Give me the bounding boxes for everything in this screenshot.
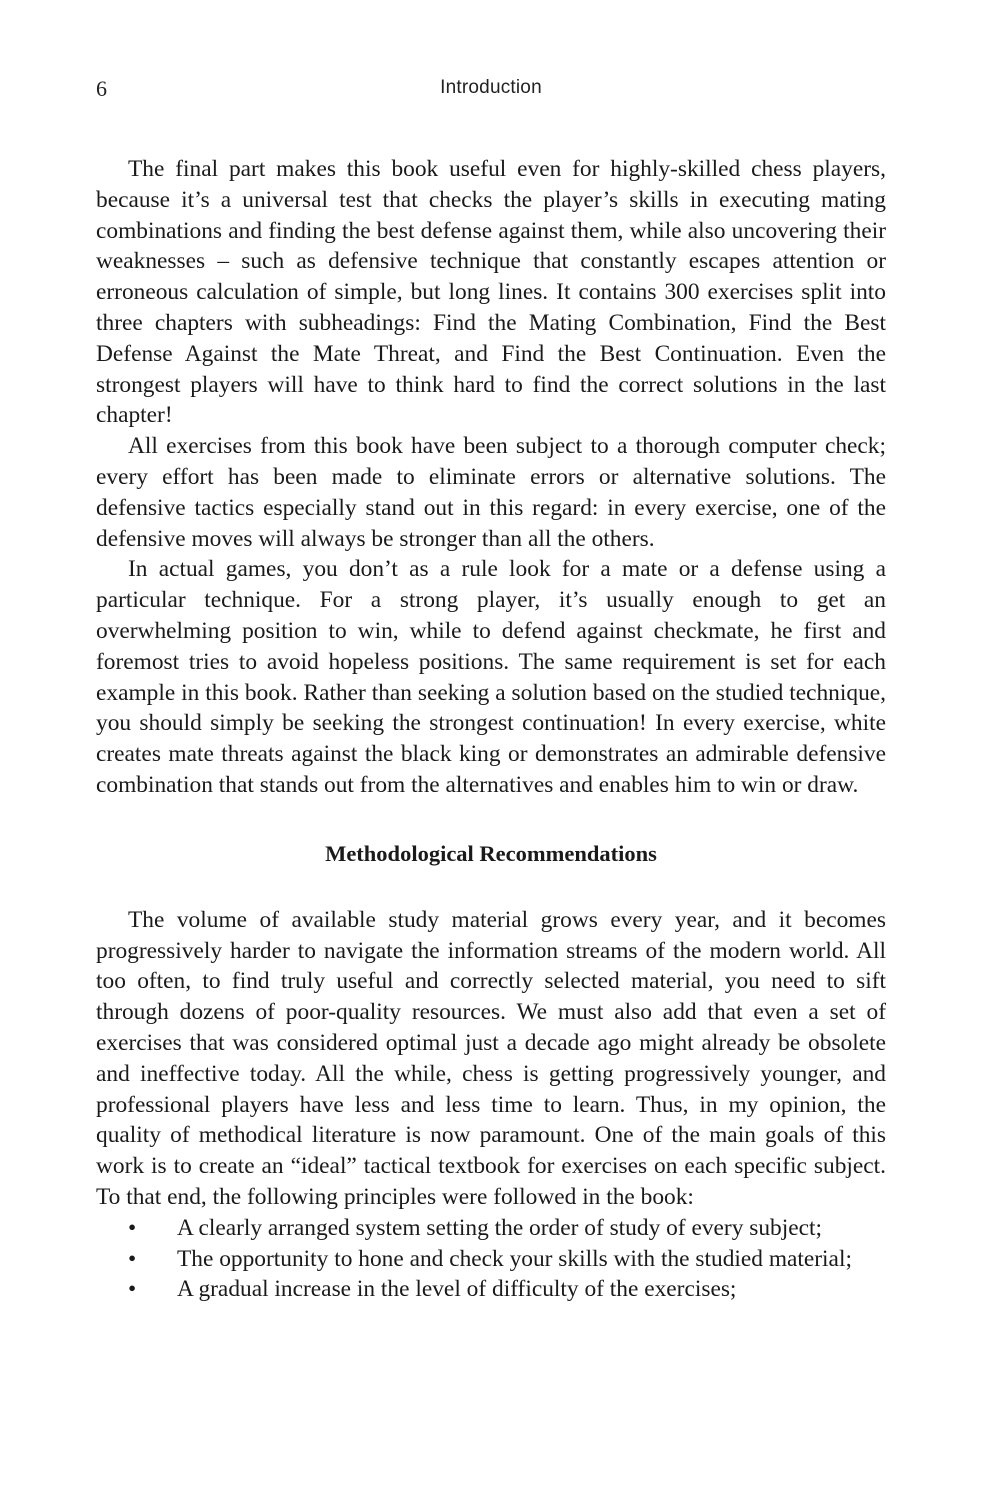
paragraph: All exercises from this book have been subject to a thorough computer check; every effort has been made to eliminate errors or alternative solutions. The defensive tactics especially stand out in this regard: in every exercise, one of the defensive moves will always be stronger than all the others. [96, 433, 886, 552]
paragraph: The volume of available study material grows every year, and it becomes progressively harder to navigate the information streams of the modern world. All too often, to find truly useful and correctly selected material, you need to sift through dozens of poor-quality resources. We must also add that even a set of exercises that was considered optimal just a decade ago might already be obsolete and ineffective today. All the while, chess is getting progressively younger, and professional players have less and less time to learn. Thus, in my opinion, the quality of methodical literature is now paramount. One of the main goals of this work is to create an “ideal” tactical textbook for exercises on each specific subject. To that end, the following principles were followed in the book: [96, 906, 886, 1210]
body-text [96, 154, 886, 1305]
bullet-marker: • [128, 1214, 137, 1241]
list-item-text: A gradual increase in the level of difficulty of the exercises; [177, 1276, 737, 1303]
paragraph: The final part makes this book useful even for highly-skilled chess players, because it’s a universal test that checks the player’s skills in executing mating combinations and finding the best defense against them, while also uncovering their weaknesses – such as defensive technique that constantly escapes attention or erroneous calculation of simple, but long lines. It contains 300 exercises split into three chapters with subheadings: Find the Mating Combination, Find the Best Defense Against the Mate Threat, and Find the Best Continuation. Even the strongest players will have to think hard to find the correct solutions in the last chapter! [96, 156, 886, 429]
paragraph: In actual games, you don’t as a rule look for a mate or a defense using a particular technique. For a strong player, it’s usually enough to get an overwhelming position to win, while to defend against checkmate, he first and foremost tries to avoid hopeless positions. The same requirement is set for each example in this book. Rather than seeking a solution based on the studied technique, you should simply be seeking the strongest continuation! In every exercise, white creates mate threats against the black king or demonstrates an admirable defensive combination that stands out from the alternatives and enables him to win or draw. [96, 556, 886, 798]
section-heading: Methodological Recommendations [325, 840, 657, 866]
bullet-marker: • [128, 1276, 137, 1303]
book-page [96, 70, 886, 1305]
page-number: 6 [96, 76, 107, 101]
principles-list [96, 1213, 886, 1305]
list-item [96, 1274, 886, 1305]
list-item [96, 1244, 886, 1275]
running-title: Introduction [440, 77, 542, 98]
list-item-text: A clearly arranged system setting the order of study of every subject; [177, 1214, 822, 1241]
list-item [96, 1213, 886, 1244]
running-header [96, 70, 886, 106]
list-item-text: The opportunity to hone and check your skills with the studied material; [177, 1245, 852, 1272]
bullet-marker: • [128, 1245, 137, 1272]
